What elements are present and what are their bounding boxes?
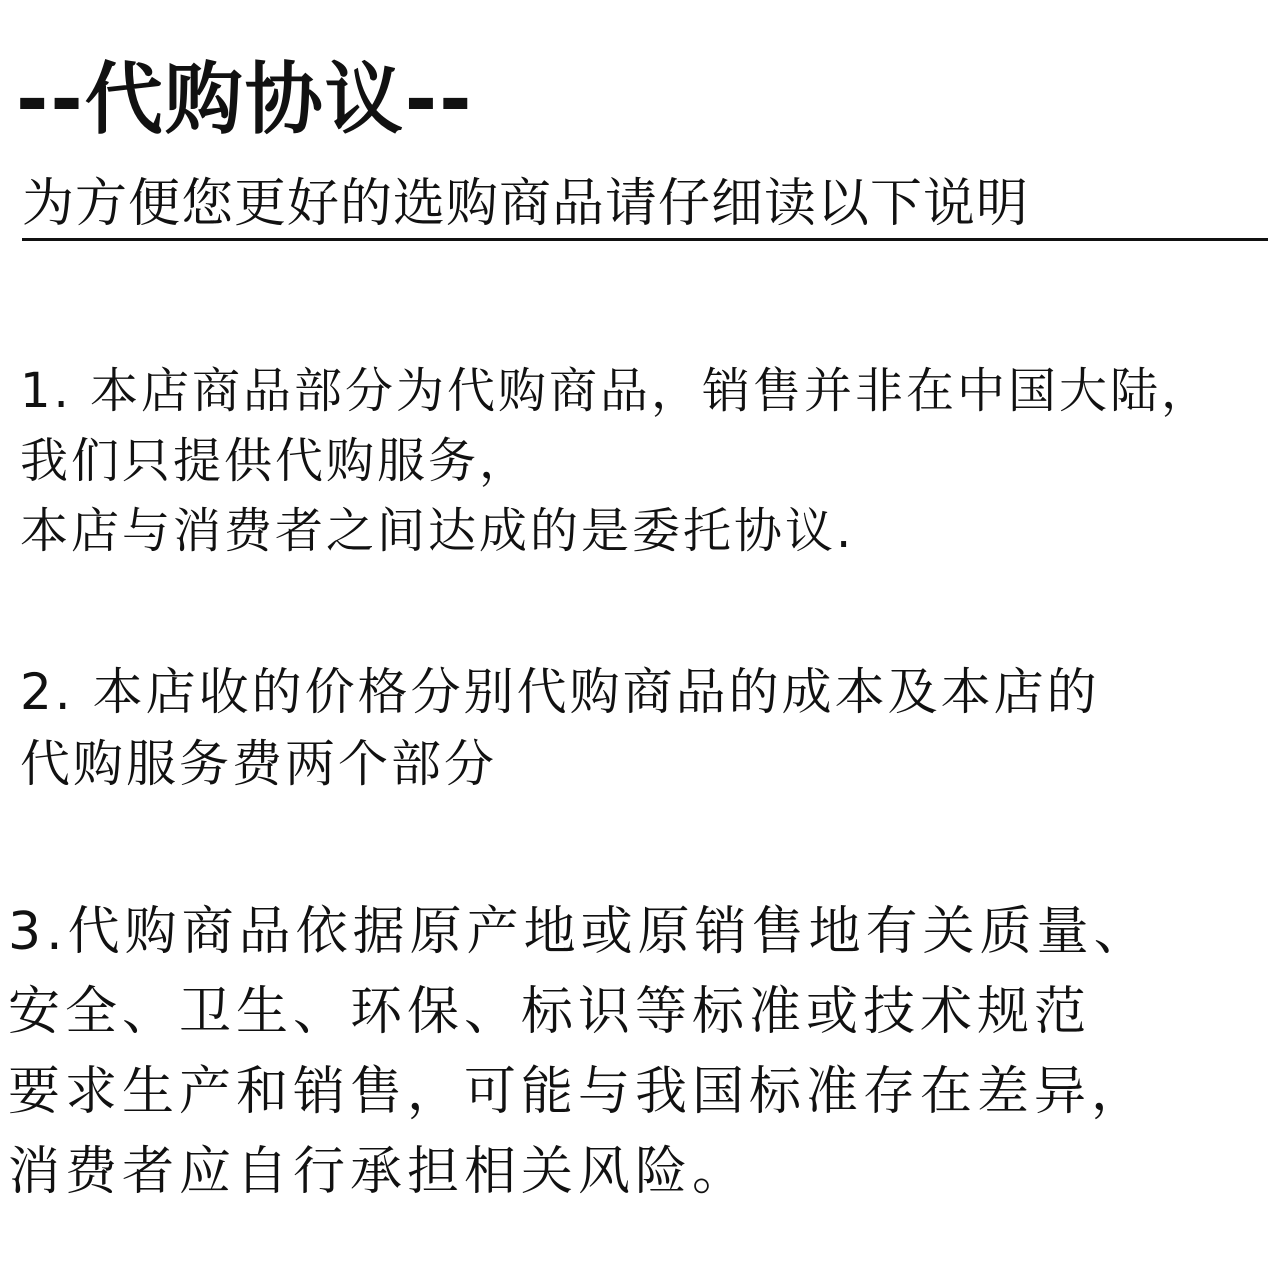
paragraph-line: 代购服务费两个部分 — [20, 735, 497, 793]
paragraph-line: 2. 本店收的价格分别代购商品的成本及本店的 — [20, 663, 1100, 721]
paragraph-3 — [8, 892, 1151, 1212]
page-subtitle: 为方便您更好的选购商品请仔细读以下说明 — [22, 170, 1268, 241]
paragraph-line: 本店与消费者之间达成的是委托协议. — [20, 503, 855, 559]
paragraph-1 — [20, 356, 1212, 566]
paragraph-line: 要求生产和销售，可能与我国标准存在差异， — [8, 1062, 1149, 1122]
paragraph-line: 1. 本店商品部分为代购商品，销售并非在中国大陆， — [20, 363, 1213, 419]
paragraph-line: 消费者应自行承担相关风险。 — [8, 1142, 750, 1202]
paragraph-line: 安全、卫生、环保、标识等标准或技术规范 — [8, 982, 1092, 1042]
paragraph-2 — [20, 656, 1100, 800]
paragraph-line: 我们只提供代购服务， — [20, 433, 531, 489]
paragraph-line: 3.代购商品依据原产地或原销售地有关质量、 — [8, 902, 1151, 962]
page-title: --代购协议-- — [16, 55, 474, 145]
